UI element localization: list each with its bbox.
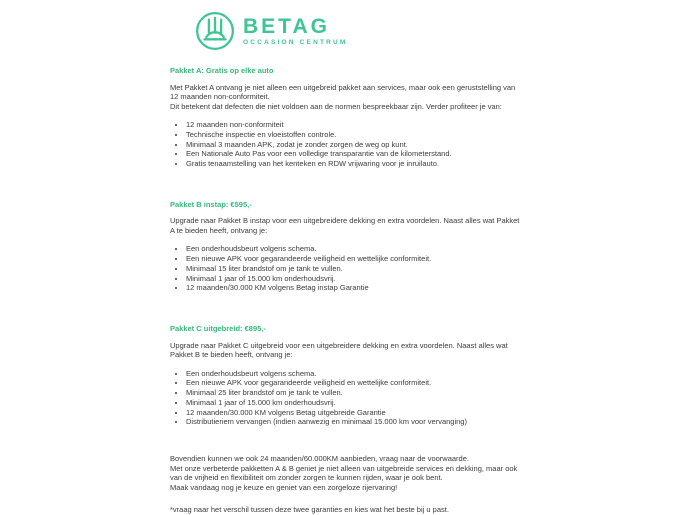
section-pakket-a [170,66,520,169]
logo-text-block [243,16,348,46]
pakket-a-paragraph: Dit betekent dat defecten die niet voldoen aan de normen bespreekbaar zijn. Verder profiteer je van: [170,101,502,111]
bullet-item: • Minimaal 3 maanden APK, zodat je zonder zorgen de weg op kunt. [186,140,520,150]
logo-subtitle-text: OCCASION CENTRUM [243,39,348,46]
bullet-item: • 12 maanden non-conformiteit [186,120,520,130]
pakket-a-bullet-list [170,120,520,169]
pakket-c-bullet-list [170,369,520,427]
bullet-item: • 12 maanden/30.000 KM volgens Betag uitgebreide Garantie [186,408,520,418]
bullet-item: • Een nieuwe APK voor gegarandeerde veiligheid en wettelijke conformiteit. [186,378,520,388]
pakket-a-heading: Pakket A: Gratis op elke auto [170,66,274,75]
bullet-item: • Gratis tenaamstelling van het kenteken en RDW vrijwaring voor je inruilauto. [186,159,520,169]
closing-paragraph [170,454,520,515]
bullet-item: • Een nieuwe APK voor gegarandeerde veiligheid en wettelijke conformiteit. [186,254,520,264]
bullet-item: • Minimaal 25 liter brandstof om je tank te vullen. [186,388,520,398]
bullet-item: • Technische inspectie en vloeistoffen controle. [186,130,520,140]
bullet-item: • Distributieriem vervangen (indien aanwezig en minimaal 15.000 km voor vervanging) [186,417,520,427]
bullet-item: • Een onderhoudsbeurt volgens schema. [186,244,520,254]
bullet-item: • Een onderhoudsbeurt volgens schema. [186,369,520,379]
bullet-item: • Minimaal 1 jaar of 15.000 km onderhoudsvrij. [186,398,520,408]
pakket-a-paragraph: Met Pakket A ontvang je niet alleen een uitgebreid pakket aan services, maar ook een geruststelling van 12 maanden non-conformiteit. [170,82,516,102]
logo-brand-text: BETAG [243,15,330,38]
bullet-item: • Een Nationale Auto Pas voor een volledige transparantie van de kilometerstand. [186,149,520,159]
closing-line: Maak vandaag nog je keuze en geniet van een zorgeloze rijervaring! [170,482,398,492]
bullet-item: • 12 maanden/30.000 KM volgens Betag instap Garantie [186,283,520,293]
document-content [170,8,520,515]
pakket-b-bullet-list [170,244,520,293]
bullet-item: • Minimaal 15 liter brandstof om je tank te vullen. [186,264,520,274]
pakket-b-heading: Pakket B instap: €595,- [170,199,252,209]
section-pakket-c [170,324,520,427]
pakket-b-paragraph: Upgrade naar Pakket B instap voor een uitgebreidere dekking en extra voordelen. Naast alles wat Pakket A te bieden heeft, ontvang je: [170,216,520,235]
bullet-item: • Minimaal 1 jaar of 15.000 km onderhoudsvrij. [186,274,520,284]
closing-line: Met onze verbeterde pakketten A & B geniet je niet alleen van uitgebreide services en dekking, maar ook van de vrijheid en flexibiliteit om zonder zorgen te kunnen rijden, waar je ook bent. [170,463,518,483]
pakket-c-paragraph: Upgrade naar Pakket C uitgebreid voor een uitgebreidere dekking en extra voordelen. Naast alles wat Pakket B te bieden heeft, ontvang je: [170,340,508,360]
section-pakket-b [170,200,520,293]
betag-logo [194,8,520,54]
guarantee-footnote: *vraag naar het verschil tussen deze twee garanties en kies wat het beste bij u past. [170,505,449,515]
pakket-c-heading: Pakket C uitgebreid: €895,- [170,324,266,333]
closing-line: Bovendien kunnen we ook 24 maanden/60.000KM aanbieden, vraag naar de voorwaarde. [170,453,469,463]
car-lift-logo-icon [194,10,236,52]
